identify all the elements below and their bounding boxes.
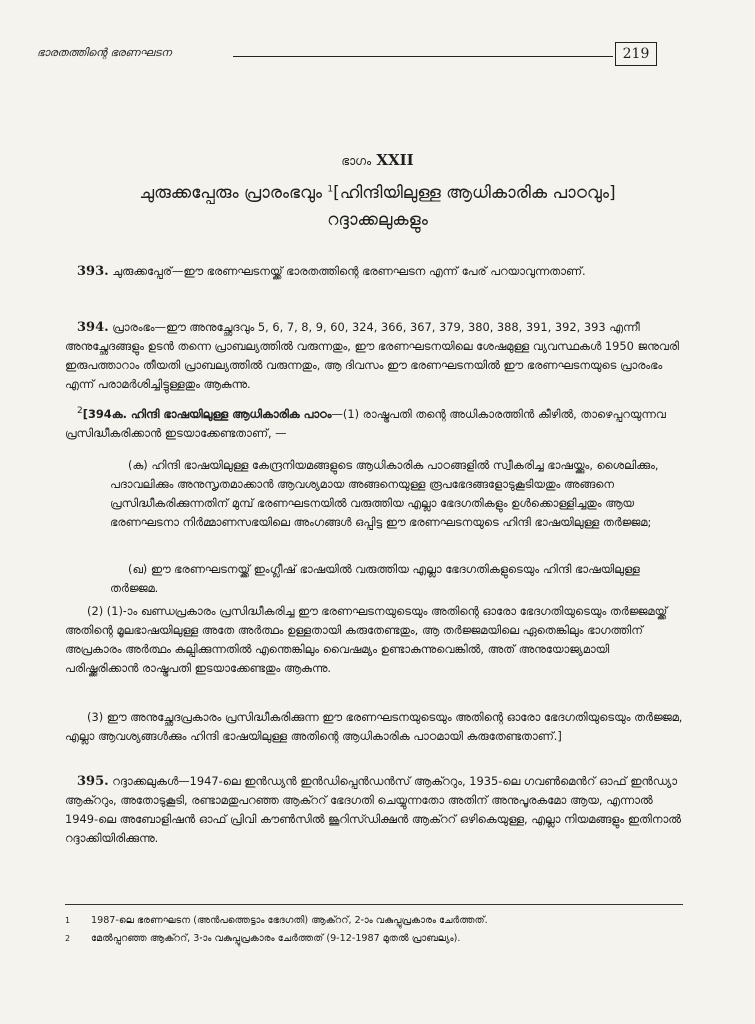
part-heading-line-1 bbox=[0, 183, 755, 203]
footnote-1 bbox=[65, 914, 683, 928]
section-395 bbox=[65, 772, 683, 848]
section-394a bbox=[65, 402, 683, 443]
section-text: —(1) രാഷ്ട്രപതി തന്റെ അധികാരത്തിൻ കീഴിൽ, താഴെപ്പറയുന്നവ പ്രസിദ്ധീകരിക്കാൻ ഇടയാക്കേണ്ടതാണ്, — bbox=[65, 406, 666, 440]
footnote-text: 1987-ലെ ഭരണഘടന (അൻപത്തെട്ടാം ഭേദഗതി) ആക്ററ്, 2-ാം വകുപ്പുപ്രകാരം ചേർത്തത്. bbox=[91, 915, 488, 926]
part-heading-line-2: റദ്ദാക്കലുകളും bbox=[327, 210, 428, 230]
section-text: റദ്ദാക്കലുകൾ—1947-ലെ ഇൻഡ്യൻ ഇൻഡിപ്പെൻഡൻസ് ആക്ററും, 1935-ലെ ഗവൺമെൻറ് ഓഫ് ഇൻഡ്യാ ആക്ററും, അതോടുകൂടി, രണ്ടാമതുപറഞ്ഞ ആക്ററ് ഭേദഗതി ചെയ്യുന്നതോ അതിന് അനുപൂരകമോ ആയ, എന്നാൽ 1949-ലെ അബോളിഷൻ ഓഫ് പ്രിവി കൗൺസിൽ ജൂറിസ്ഡിക്ഷൻ ആക്ററ് ഒഴികെയുള്ള, എല്ലാ നിയമങ്ങളും ഇതിനാൽ റദ്ദാക്കിയിരിക്കുന്നു. bbox=[65, 774, 681, 845]
heading-text-b: [ഹിന്ദിയിലുള്ള ആധികാരിക പാഠവും] bbox=[333, 183, 616, 203]
footnote-mark: 2 bbox=[77, 406, 83, 416]
section-number: 393. bbox=[77, 264, 109, 279]
subsection-2: (2) (1)-ാം ഖണ്ഡപ്രകാരം പ്രസിദ്ധീകരിച്ച ഈ ഭരണഘടനയുടെയും അതിന്റെ ഓരോ ഭേദഗതിയുടെയും തർജ്ജമയ്ക്ക് അതിന്റെ മൂലഭാഷയിലുള്ള അതേ അർത്ഥം ഉള്ളതായി കരുതേണ്ടതും, ആ തർജ്ജമയിലെ ഏതെങ്കിലും ഭാഗത്തിന് അപ്രകാരം അർത്ഥം കല്പിക്കുന്നതിൽ എന്തെങ്കിലും വൈഷമ്യം ഉണ്ടാകുന്നുവെങ്കിൽ, അത് അനുയോജ്യമായി പരിഷ്ക്കരിക്കാൻ രാഷ്ട്രപതി ഇടയാക്കേണ്ടതും ആകുന്നു. bbox=[65, 604, 668, 675]
part-number: XXII bbox=[376, 151, 414, 169]
part-title bbox=[0, 151, 755, 169]
footnote-text: മേൽപ്പറഞ്ഞ ആക്ററ്, 3-ാം വകുപ്പുപ്രകാരം ചേർത്തത് (9-12-1987 മുതൽ പ്രാബല്യം). bbox=[91, 933, 461, 944]
footnote-rule bbox=[65, 904, 683, 905]
section-text: ചുരുക്കപ്പേര്—ഈ ഭരണഘടനയ്ക്ക് ഭാരതത്തിന്റെ ഭരണഘടന എന്ന് പേര് പറയാവുന്നതാണ്. bbox=[108, 264, 586, 278]
running-head bbox=[37, 42, 657, 66]
section-number: 395. bbox=[77, 774, 109, 789]
section-text: പ്രാരംഭം—ഈ അനുച്ഛേദവും 5, 6, 7, 8, 9, 60, 324, 366, 367, 379, 380, 388, 391, 392, 393 എന്നീ അനുച്ഛേദങ്ങളും ഉടൻ തന്നെ പ്രാബല്യത്തിൽ വരുന്നതും, ഈ ഭരണഘടനയിലെ ശേഷമുള്ള വ്യവസ്ഥകൾ 1950 ജനുവരി ഇരുപത്താറാം തീയതി പ്രാബല്യത്തിൽ വരുന്നതും, ആ ദിവസം ഈ ഭരണഘടനയിൽ ഈ ഭരണഘടനയുടെ പ്രാരംഭം എന്ന് പരാമർശിച്ചിട്ടുള്ളതും ആകുന്നു. bbox=[65, 320, 679, 391]
footnote-mark: 2 bbox=[65, 934, 71, 943]
heading-footnote-mark: 1 bbox=[327, 184, 334, 195]
section-393 bbox=[65, 262, 683, 281]
section-number: 394. bbox=[77, 320, 109, 335]
section-heading: [394ക. ഹിന്ദി ഭാഷയിലുള്ള ആധികാരിക പാഠം bbox=[82, 406, 332, 421]
page-number: 219 bbox=[615, 42, 657, 66]
header-rule bbox=[233, 56, 613, 57]
subsection-3: (3) ഈ അനുച്ഛേദപ്രകാരം പ്രസിദ്ധീകരിക്കുന്ന ഈ ഭരണഘടനയുടെയും അതിന്റെ ഓരോ ഭേദഗതിയുടെയും തർജ്ജമ, എല്ലാ ആവശ്യങ്ങൾക്കും ഹിന്ദി ഭാഷയിലുള്ള അതിന്റെ ആധികാരിക പാഠമായി കരുതേണ്ടതാണ്.] bbox=[65, 710, 683, 743]
section-394 bbox=[65, 318, 683, 394]
footnote-mark: 1 bbox=[65, 916, 71, 925]
running-title: ഭാരതത്തിന്റെ ഭരണഘടന bbox=[37, 46, 172, 59]
clause-ka: (ക) ഹിന്ദി ഭാഷയിലുള്ള കേന്ദ്രനിയമങ്ങളുടെ ആധികാരിക പാഠങ്ങളിൽ സ്വീകരിച്ച ഭാഷയ്ക്കും, ശൈലിക്കും, പദാവലിക്കും അനുസൃതമാക്കാൻ ആവശ്യമായ അങ്ങനെയുള്ള രൂപഭേദങ്ങളോടുകൂടിയതും അങ്ങനെ പ്രസിദ്ധീകരിക്കുന്നതിന് മുമ്പ് ഭരണഘടനയിൽ വരുത്തിയ എല്ലാ ഭേദഗതികളും ഉൾക്കൊള്ളിച്ചതും ആയ ഭരണഘടനാ നിർമ്മാണസഭയിലെ അംഗങ്ങൾ ഒപ്പിട്ട ഈ ഭരണഘടനയുടെ ഹിന്ദി ഭാഷയിലുള്ള തർജ്ജമ; bbox=[110, 458, 659, 529]
heading-text-a: ചുരുക്കപ്പേരും പ്രാരംഭവും bbox=[139, 183, 328, 203]
part-label: ഭാഗം bbox=[341, 154, 372, 168]
footnote-2 bbox=[65, 932, 683, 946]
clause-kha: (ഖ) ഈ ഭരണഘടനയ്ക്ക് ഇംഗ്ലീഷ് ഭാഷയിൽ വരുത്തിയ എല്ലാ ഭേദഗതികളുടെയും ഹിന്ദി ഭാഷയിലുള്ള തർജ്ജമ. bbox=[110, 562, 640, 595]
